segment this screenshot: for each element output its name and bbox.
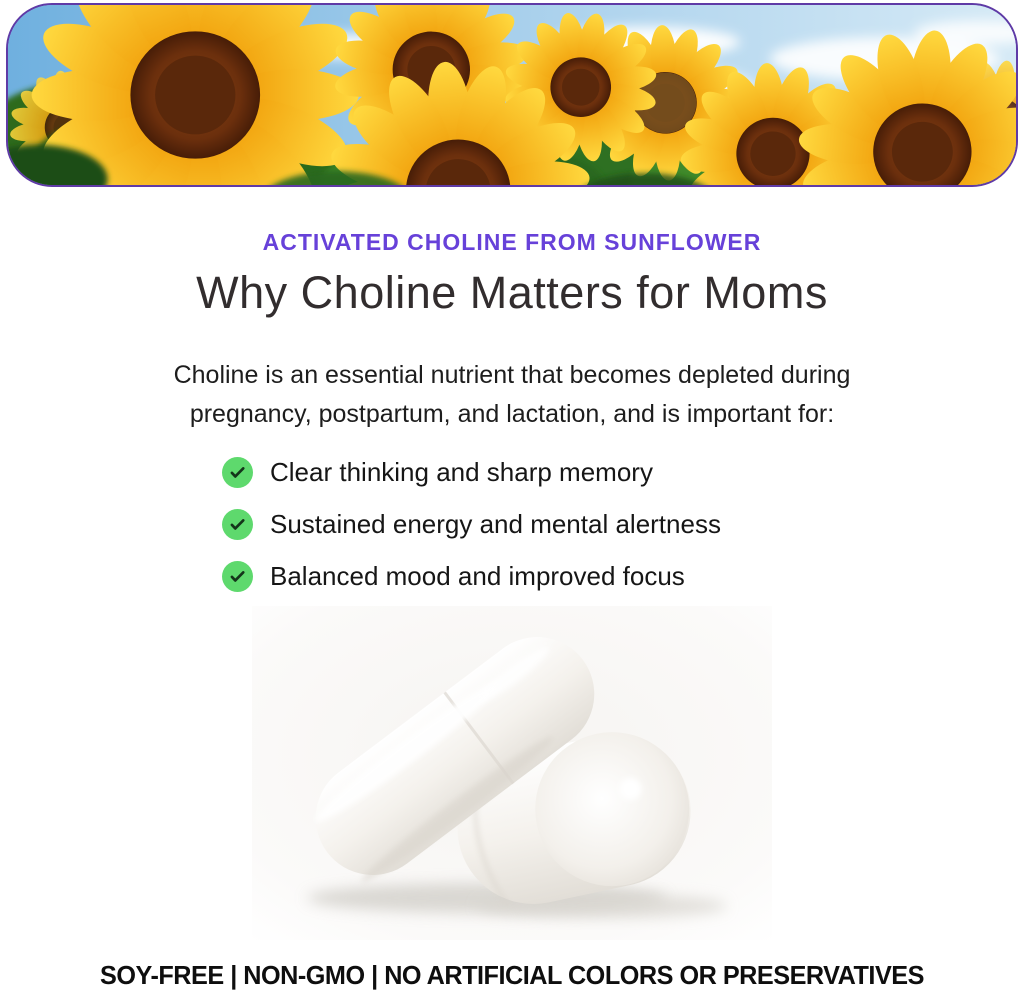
check-icon <box>222 457 253 488</box>
check-icon <box>222 509 253 540</box>
list-item <box>222 560 721 592</box>
eyebrow-tagline: ACTIVATED CHOLINE FROM SUNFLOWER <box>262 229 762 255</box>
benefits-list <box>222 456 721 592</box>
footer-claims: SOY-FREE | NON-GMO | NO ARTIFICIAL COLORS OR PRESERVATIVES <box>100 960 924 990</box>
intro-line-1: Choline is an essential nutrient that becomes depleted during <box>173 361 851 389</box>
sunflower-field-illustration <box>8 5 1016 185</box>
sunflower-banner-photo <box>6 3 1018 187</box>
check-icon <box>222 561 253 592</box>
intro-line-2: pregnancy, postpartum, and lactation, and is important for: <box>189 400 835 428</box>
benefit-text: Clear thinking and sharp memory <box>270 456 653 487</box>
list-item <box>222 508 721 540</box>
page-title: Why Choline Matters for Moms <box>196 267 828 318</box>
benefit-text: Balanced mood and improved focus <box>270 560 685 591</box>
white-capsules-illustration <box>252 606 772 940</box>
benefit-text: Sustained energy and mental alertness <box>270 508 721 539</box>
list-item <box>222 456 721 488</box>
intro-paragraph <box>0 356 1024 434</box>
capsules-photo <box>252 606 772 940</box>
